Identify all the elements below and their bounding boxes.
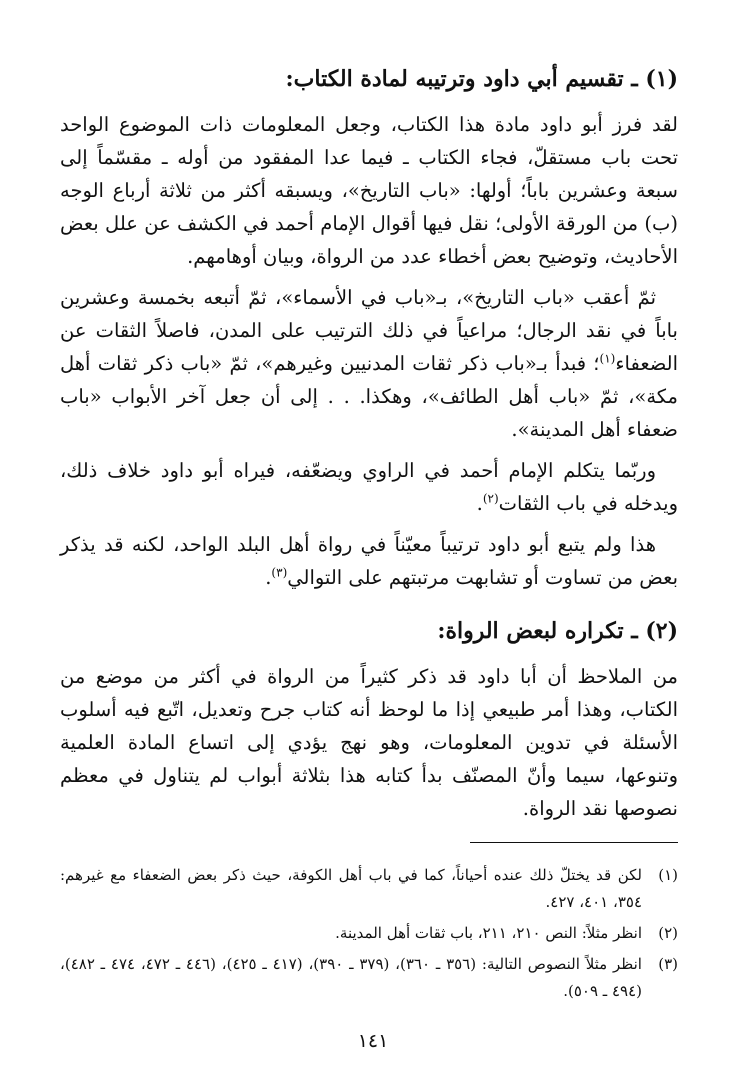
footnote-1-text: لكن قد يختلّ ذلك عنده أحياناً، كما في باب أهل الكوفة، حيث ذكر بعض الضعفاء مع غيرهم: ٣٥٤، ٤٠١، ٤٢٧. xyxy=(60,866,642,911)
section-2-heading: (٢) ـ تكراره لبعض الرواة: xyxy=(437,618,678,644)
footnotes xyxy=(60,862,678,1009)
section-1-paragraph-2 xyxy=(60,281,678,446)
footnote-marker-3: (٣) xyxy=(271,565,288,580)
footnote-2 xyxy=(60,920,678,947)
paragraph-2-text-b: ؛ فبدأ بـ«باب ذكر ثقات المدنيين وغيرهم»، ثمّ «باب ذكر ثقات أهل مكة»، ثمّ «باب أهل الطائف»، وهكذا. . . إلى أن جعل آخر الأبواب «باب ضعفاء أهل المدينة». xyxy=(60,352,678,441)
section-1-heading: (١) ـ تقسيم أبي داود وترتيبه لمادة الكتاب: xyxy=(285,66,678,92)
section-1-paragraph-3 xyxy=(60,454,678,520)
footnote-3 xyxy=(60,951,678,1005)
footnote-marker-1: (١) xyxy=(599,351,616,366)
paragraph-2-text-a: ثمّ أعقب «باب التاريخ»، بـ«باب في الأسماء»، ثمّ أتبعه بخمسة وعشرين باباً في نقد الرجال؛ مراعياً في ذلك الترتيب على المدن، فاصلاً الثقات عن الضعفاء xyxy=(60,286,678,375)
page-number: ١٤١ xyxy=(357,1030,389,1052)
section-1-paragraph-4 xyxy=(60,528,678,594)
paragraph-3-text: وربّما يتكلم الإمام أحمد في الراوي ويضعّفه، فيراه أبو داود خلاف ذلك، ويدخله في باب الثقات xyxy=(60,459,678,515)
footnote-1 xyxy=(60,862,678,916)
footnote-2-number: (٢) xyxy=(658,924,678,942)
paragraph-4-end: . xyxy=(265,566,272,589)
section-1-paragraph-1: لقد فرز أبو داود مادة هذا الكتاب، وجعل المعلومات ذات الموضوع الواحد تحت باب مستقلّ، فجاء الكتاب ـ فيما عدا المفقود من أوله ـ مقسّماً إلى سبعة وعشرين باباً؛ أولها: «باب التاريخ»، ويسبقه أكثر من ثلاثة أرباع الوجه (ب) من الورقة الأولى؛ نقل فيها أقوال الإمام أحمد في الكشف عن علل بعض الأحاديث، وتوضيح بعض أخطاء عدد من الرواة، وبيان أوهامهم. xyxy=(60,113,678,268)
footnote-3-number: (٣) xyxy=(658,955,678,973)
footnote-separator xyxy=(470,842,678,843)
footnote-3-text: انظر مثلاً النصوص التالية: (٣٥٦ ـ ٣٦٠)، (٣٧٩ ـ ٣٩٠)، (٤١٧ ـ ٤٢٥)، (٤٤٦ ـ ٤٧٢، ٤٧٤ ـ ٤٨٢)، (٤٩٤ ـ ٥٠٩). xyxy=(60,955,642,1000)
paragraph-3-end: . xyxy=(476,492,483,515)
paragraph-4-text: هذا ولم يتبع أبو داود ترتيباً معيّناً في رواة أهل البلد الواحد، لكنه قد يذكر بعض من تساوت أو تشابهت مرتبتهم على التوالي xyxy=(60,533,678,589)
section-2-paragraph: من الملاحظ أن أبا داود قد ذكر كثيراً من الرواة في أكثر من موضع من الكتاب، وهذا أمر طبيعي إذا ما لوحظ أنه كتاب جرح وتعديل، اتّبع فيه أسلوب الأسئلة في تدوين المعلومات، وهو نهج يؤدي إلى اتساع المادة العلمية وتنوعها، سيما وأنّ المصنّف بدأ كتابه هذا بثلاثة أبواب لم يتناول في معظم نصوصها نقد الرواة. xyxy=(60,665,678,820)
footnote-2-text: انظر مثلاً: النص ٢١٠، ٢١١، باب ثقات أهل المدينة. xyxy=(335,924,642,942)
footnote-marker-2: (٢) xyxy=(482,491,499,506)
footnote-1-number: (١) xyxy=(658,866,678,884)
